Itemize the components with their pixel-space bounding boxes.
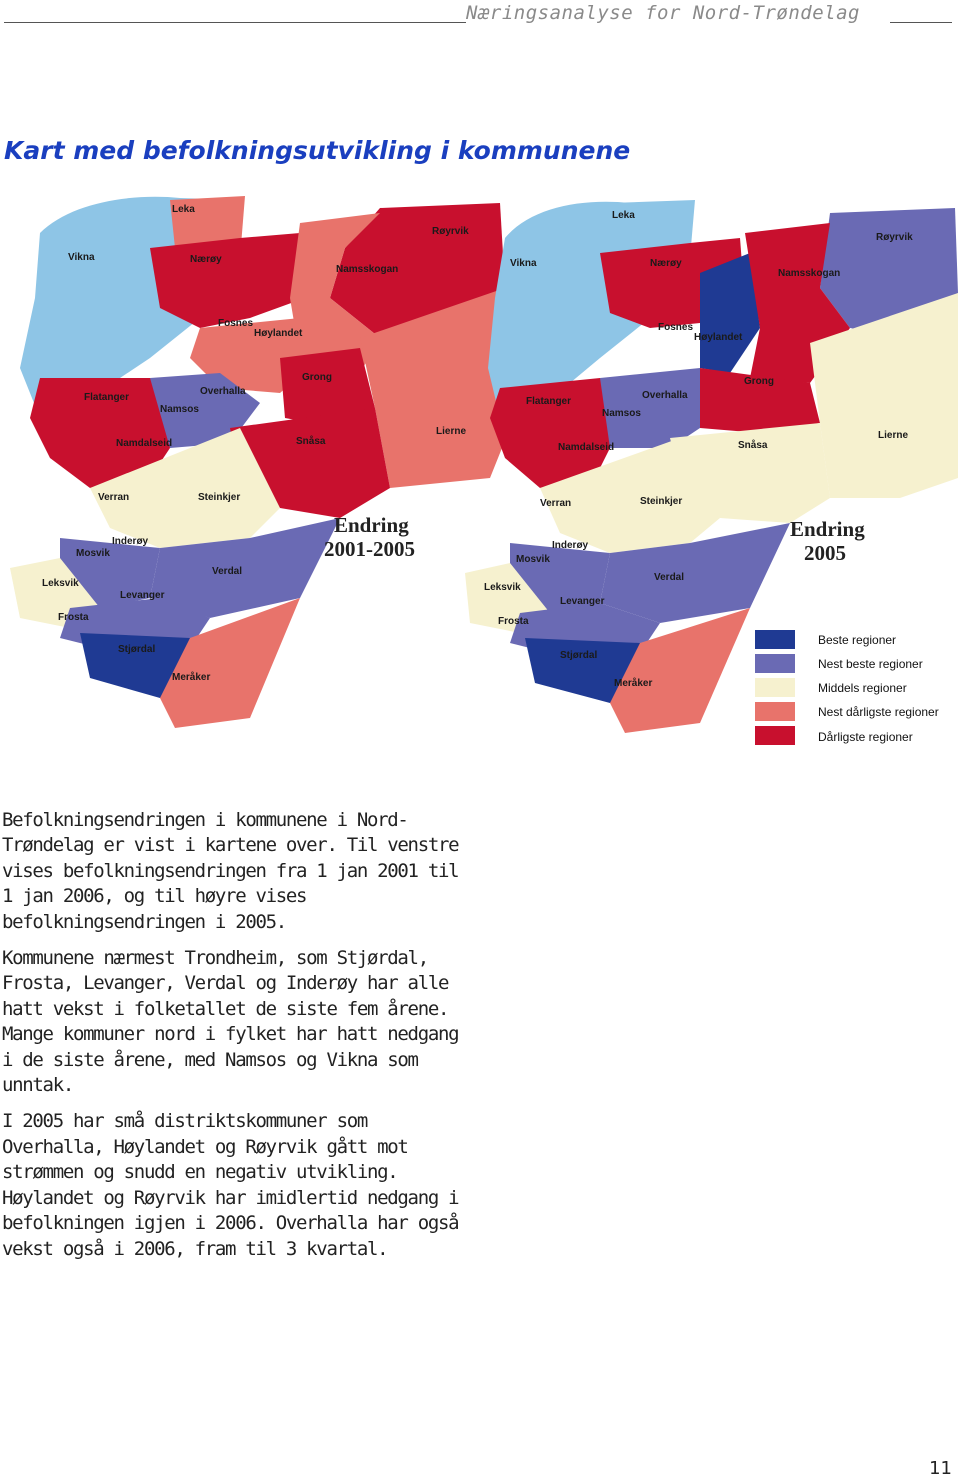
map-left-label-mosvik: Mosvik xyxy=(76,548,110,559)
map-right-label-leka: Leka xyxy=(612,210,635,221)
legend-label-middels: Middels regioner xyxy=(818,681,907,695)
map-right-label-flatanger: Flatanger xyxy=(526,396,572,407)
map-right-label-verran: Verran xyxy=(540,498,572,509)
map-left-label-snasa: Snåsa xyxy=(296,436,326,447)
legend xyxy=(755,630,939,745)
map-right-label-namsos: Namsos xyxy=(602,408,641,419)
map-right-label-snasa: Snåsa xyxy=(738,440,768,451)
legend-label-nest-darligste: Nest dårligste regioner xyxy=(818,705,939,719)
map-right xyxy=(465,200,958,733)
map-left-label-overhalla: Overhalla xyxy=(200,386,246,397)
legend-label-darligste: Dårligste regioner xyxy=(818,730,913,744)
paragraph-3: I 2005 har små distriktskommuner som Overhalla, Høylandet og Røyrvik gått mot strømmen og snudd en negativ utvikling. Høylandet og Røyrvik har imidlertid nedgang i befolkningen igjen i 2006. Overhalla har også vekst også i 2006, fram til 3 kvartal. xyxy=(2,1110,459,1260)
map-left-label-grong: Grong xyxy=(302,372,332,383)
map-right-label-verdal: Verdal xyxy=(654,572,685,583)
map-right-label-stjordal: Stjørdal xyxy=(560,650,598,661)
map-left-label-levanger: Levanger xyxy=(120,590,165,601)
map-left-title-line2: 2001-2005 xyxy=(324,537,415,561)
map-right-label-frosta: Frosta xyxy=(498,616,529,627)
map-right-label-fosnes: Fosnes xyxy=(658,322,694,333)
map-right-label-namdalseid: Namdalseid xyxy=(558,442,615,453)
maps-svg xyxy=(0,178,960,758)
map-left-label-steinkjer: Steinkjer xyxy=(198,492,241,503)
map-left-label-meraker: Meråker xyxy=(172,672,211,683)
legend-label-beste: Beste regioner xyxy=(818,633,897,647)
map-right-title-line1: Endring xyxy=(790,517,865,541)
map-right-label-royrvik: Røyrvik xyxy=(876,232,913,243)
map-left-label-vikna: Vikna xyxy=(68,252,95,263)
map-right-label-inderoy: Inderøy xyxy=(552,540,589,551)
page-number: 11 xyxy=(929,1458,952,1479)
paragraph-2: Kommunene nærmest Trondheim, som Stjørdal, Frosta, Levanger, Verdal og Inderøy har alle hatt vekst i folketallet de siste fem årene. Mange kommuner nord i fylket har hatt nedgang i de siste årene, med Namsos og Vikna som unntak. xyxy=(2,947,459,1097)
map-left-label-hoylandet: Høylandet xyxy=(254,328,303,339)
map-left-label-verran: Verran xyxy=(98,492,130,503)
map-right-label-meraker: Meråker xyxy=(614,678,653,689)
page-header xyxy=(0,0,960,30)
map-left-label-royrvik: Røyrvik xyxy=(432,226,469,237)
map-right-label-namsskogan: Namsskogan xyxy=(778,268,841,279)
map-left-naeroy xyxy=(150,233,305,328)
map-left-label-fosnes: Fosnes xyxy=(218,318,254,329)
header-title: Næringsanalyse for Nord-Trøndelag xyxy=(466,2,860,24)
header-rule-left xyxy=(4,22,466,23)
legend-swatch-middels xyxy=(755,678,795,697)
map-left-label-leka: Leka xyxy=(172,204,195,215)
map-right-label-hoylandet: Høylandet xyxy=(694,332,743,343)
map-left-label-inderoy: Inderøy xyxy=(112,536,149,547)
map-left-label-leksvik: Leksvik xyxy=(42,578,79,589)
legend-label-nest-beste: Nest beste regioner xyxy=(818,657,923,671)
body-text xyxy=(2,808,462,1273)
map-right-label-levanger: Levanger xyxy=(560,596,605,607)
map-right-label-steinkjer: Steinkjer xyxy=(640,496,683,507)
map-left-label-naeroy: Nærøy xyxy=(190,254,222,265)
map-left-label-stjordal: Stjørdal xyxy=(118,644,156,655)
map-left-label-lierne: Lierne xyxy=(436,426,467,437)
map-right-label-overhalla: Overhalla xyxy=(642,390,688,401)
legend-swatch-nest-beste xyxy=(755,654,795,673)
map-left-title-line1: Endring xyxy=(334,513,409,537)
population-maps xyxy=(0,178,960,758)
map-left xyxy=(10,196,510,728)
map-left-label-namsskogan: Namsskogan xyxy=(336,264,399,275)
map-left-label-verdal: Verdal xyxy=(212,566,243,577)
legend-swatch-beste xyxy=(755,630,795,649)
map-right-label-grong: Grong xyxy=(744,376,774,387)
map-left-label-flatanger: Flatanger xyxy=(84,392,130,403)
map-left-label-namdalseid: Namdalseid xyxy=(116,438,173,449)
map-right-label-vikna: Vikna xyxy=(510,258,537,269)
map-right-title-line2: 2005 xyxy=(804,541,846,565)
legend-swatch-nest-darligste xyxy=(755,702,795,721)
map-right-label-mosvik: Mosvik xyxy=(516,554,550,565)
map-right-label-naeroy: Nærøy xyxy=(650,258,682,269)
map-right-label-lierne: Lierne xyxy=(878,430,909,441)
map-left-label-frosta: Frosta xyxy=(58,612,89,623)
map-left-label-namsos: Namsos xyxy=(160,404,199,415)
legend-swatch-darligste xyxy=(755,726,795,745)
map-right-label-leksvik: Leksvik xyxy=(484,582,521,593)
paragraph-1: Befolkningsendringen i kommunene i Nord-Trøndelag er vist i kartene over. Til venstre vises befolkningsendringen fra 1 jan 2001 til 1 jan 2006, og til høyre vises befolkningsendringen i 2005. xyxy=(2,809,459,933)
header-rule-right xyxy=(890,22,952,23)
section-title: Kart med befolkningsutvikling i kommunene xyxy=(4,136,631,165)
